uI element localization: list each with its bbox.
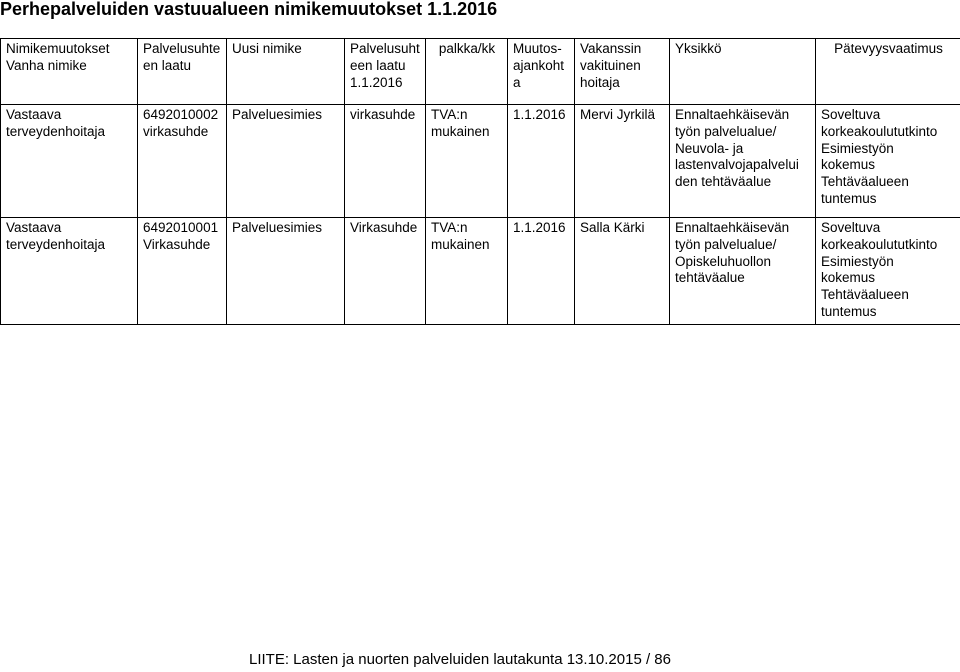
cell-hoitaja: Mervi Jyrkilä	[575, 105, 670, 218]
cell-uusi-nimike: Palveluesimies	[227, 105, 345, 218]
header-palvelusuhde: Palvelusuhte en laatu	[138, 39, 227, 105]
header-vakanssin-hoitaja: Vakanssin vakituinen hoitaja	[575, 39, 670, 105]
header-palkka: palkka/kk	[426, 39, 508, 105]
cell-palvelusuhde-uusi: virkasuhde	[345, 105, 426, 218]
cell-uusi-nimike: Palveluesimies	[227, 218, 345, 325]
cell-palvelusuhde: 6492010001 Virkasuhde	[138, 218, 227, 325]
cell-palvelusuhde-uusi: Virkasuhde	[345, 218, 426, 325]
header-palvelusuhde-uusi: Palvelusuht een laatu 1.1.2016	[345, 39, 426, 105]
cell-palkka: TVA:n mukainen	[426, 105, 508, 218]
page-footer: LIITE: Lasten ja nuorten palveluiden lautakunta 13.10.2015 / 86	[249, 651, 671, 668]
table-row	[1, 105, 960, 218]
cell-vanha-nimike: Vastaava terveydenhoitaja	[1, 105, 138, 218]
cell-ajankohta: 1.1.2016	[508, 105, 575, 218]
header-uusi-nimike: Uusi nimike	[227, 39, 345, 105]
nimikemuutokset-table	[0, 38, 960, 325]
header-yksikko: Yksikkö	[670, 39, 816, 105]
page-title: Perhepalveluiden vastuualueen nimikemuutokset 1.1.2016	[0, 0, 498, 19]
header-muutosajankohta: Muutos- ajankoht a	[508, 39, 575, 105]
cell-patevyys: Soveltuva korkeakoulututkinto Esimiestyön kokemus Tehtäväalueen tuntemus	[816, 218, 960, 325]
cell-vanha-nimike: Vastaava terveydenhoitaja	[1, 218, 138, 325]
header-vanha-nimike: Nimikemuutokset Vanha nimike	[1, 39, 138, 105]
cell-yksikko: Ennaltaehkäisevän työn palvelualue/ Opiskeluhuollon tehtäväalue	[670, 218, 816, 325]
cell-ajankohta: 1.1.2016	[508, 218, 575, 325]
cell-palvelusuhde: 6492010002 virkasuhde	[138, 105, 227, 218]
cell-patevyys: Soveltuva korkeakoulututkinto Esimiestyön kokemus Tehtäväalueen tuntemus	[816, 105, 960, 218]
table-header-row	[1, 39, 960, 105]
cell-yksikko: Ennaltaehkäisevän työn palvelualue/ Neuvola- ja lastenvalvojapalvelui den tehtäväalue	[670, 105, 816, 218]
cell-hoitaja: Salla Kärki	[575, 218, 670, 325]
cell-palkka: TVA:n mukainen	[426, 218, 508, 325]
header-patevyysvaatimus: Pätevyysvaatimus	[816, 39, 960, 105]
table-row	[1, 218, 960, 325]
